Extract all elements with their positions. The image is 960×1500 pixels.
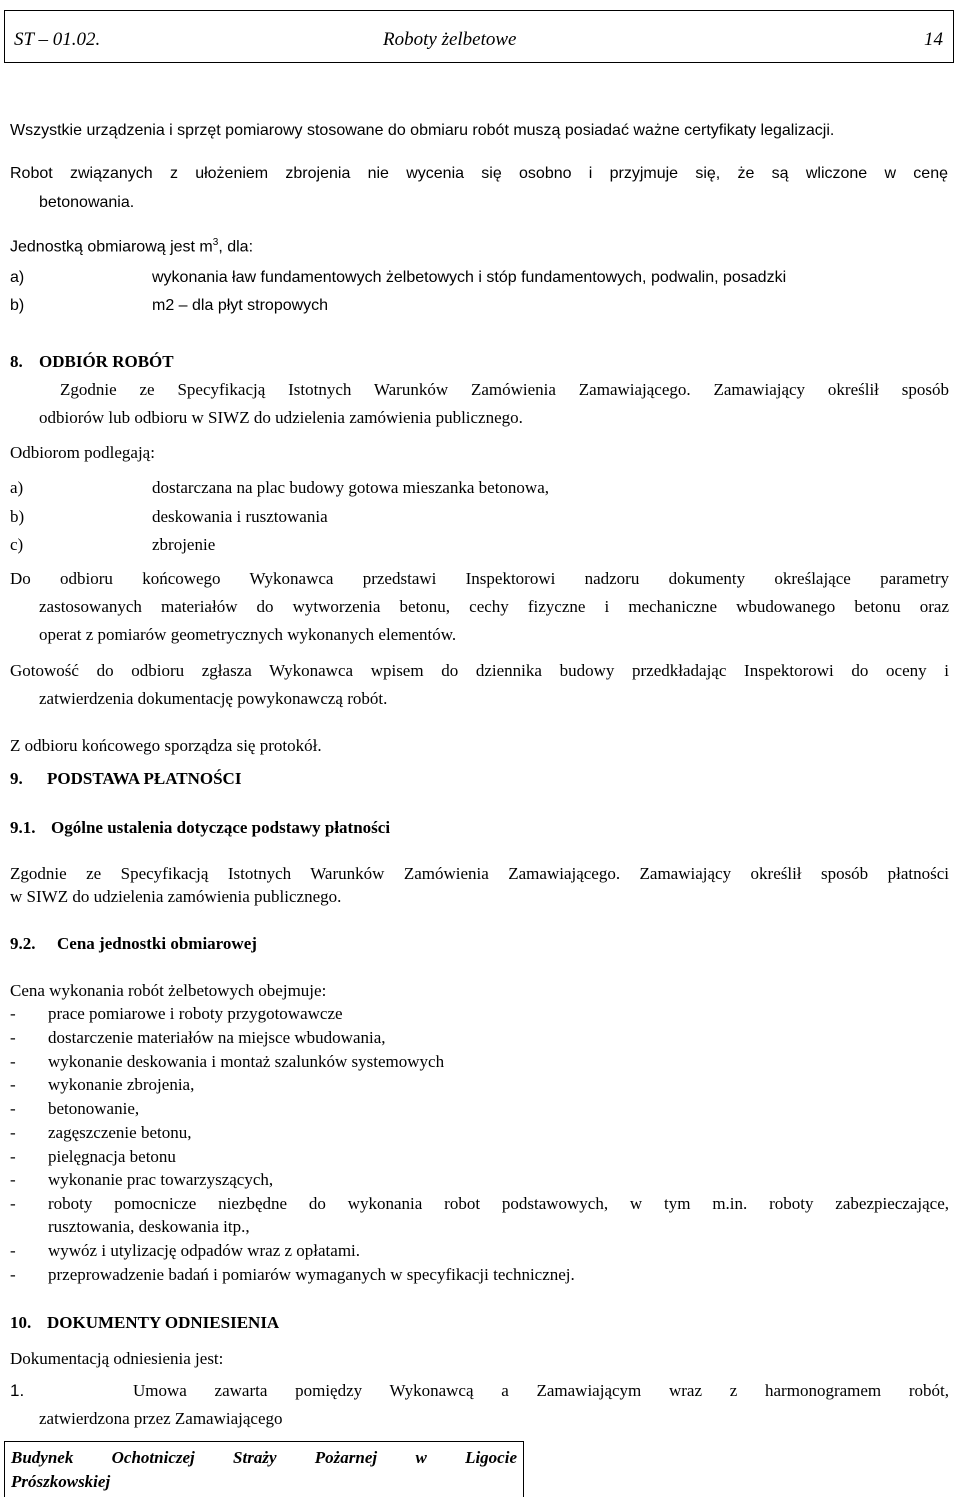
spec-code: ST – 01.02.	[14, 29, 101, 50]
unit-line	[10, 233, 253, 257]
price-item-long-line1: roboty pomocnicze niezbędne do wykonania robot podstawowych, w tym m.in. roboty zabezpieczające,	[48, 1194, 949, 1213]
price-dash: -	[10, 1123, 16, 1142]
page-number: 14	[924, 29, 943, 50]
subject-item-text: deskowania i rusztowania	[152, 507, 328, 526]
final-line2: zastosowanych materiałów do wytworzenia betonu, cechy fizyczne i mechaniczne wbudowanego betonu oraz	[39, 597, 949, 616]
page-footer	[4, 1441, 524, 1497]
subject-intro: Odbiorom podlegają:	[10, 443, 155, 462]
measurement-item-marker: b)	[10, 297, 25, 314]
section-9-2-title: Cena jednostki obmiarowej	[57, 934, 257, 953]
price-dash: -	[10, 1194, 16, 1213]
ready-line1: Gotowość do odbioru zgłasza Wykonawca wpisem do dziennika budowy przedkładając Inspektorowi do oceny i	[10, 661, 949, 680]
price-item: betonowanie,	[48, 1099, 140, 1118]
measurement-p1: Wszystkie urządzenia i sprzęt pomiarowy stosowane do obmiaru robót muszą posiadać ważne certyfikaty legalizacji.	[10, 122, 835, 139]
subject-item-marker: b)	[10, 507, 25, 526]
subject-item-text: zbrojenie	[152, 535, 216, 554]
subject-item-marker: a)	[10, 478, 24, 497]
measurement-item-text: m2 – dla płyt stropowych	[152, 297, 329, 314]
section-10-item-line1: Umowa zawarta pomiędzy Wykonawcą a Zamawiającym wraz z harmonogramem robót,	[133, 1381, 949, 1400]
price-dash: -	[10, 1028, 16, 1047]
section-8-title: ODBIÓR ROBÓT	[39, 352, 174, 371]
price-item: wywóz i utylizację odpadów wraz z opłatami.	[48, 1241, 361, 1260]
price-item: pielęgnacja betonu	[48, 1147, 176, 1166]
unit-suffix: , dla:	[218, 238, 254, 256]
price-item: dostarczenie materiałów na miejsce wbudowania,	[48, 1028, 386, 1047]
measurement-item-text: wykonania ław fundamentowych żelbetowych i stóp fundamentowych, podwalin, posadzki	[152, 269, 787, 286]
section-9-title: PODSTAWA PŁATNOŚCI	[47, 769, 242, 788]
price-dash: -	[10, 1265, 16, 1284]
price-item-long-line2: rusztowania, deskowania itp.,	[48, 1217, 250, 1236]
section-9-2-number: 9.2.	[10, 934, 36, 953]
measurement-item-marker: a)	[10, 269, 25, 286]
subject-item-marker: c)	[10, 535, 24, 554]
price-item: zagęszczenie betonu,	[48, 1123, 192, 1142]
section-9-1-line2: w SIWZ do udzielenia zamówienia publicznego.	[10, 887, 342, 906]
unit-text: Jednostką obmiarową jest m	[10, 238, 213, 256]
footer-line2: Prószkowskiej	[11, 1472, 111, 1491]
protocol-line: Z odbioru końcowego sporządza się protokół.	[10, 736, 322, 755]
section-10-intro: Dokumentacją odniesienia jest:	[10, 1349, 224, 1368]
final-line1: Do odbioru końcowego Wykonawca przedstawi Inspektorowi nadzoru dokumenty określające parametry	[10, 569, 949, 588]
price-dash: -	[10, 1075, 16, 1094]
price-dash: -	[10, 1099, 16, 1118]
section-10-title: DOKUMENTY ODNIESIENIA	[47, 1313, 280, 1332]
measurement-p2-line2: betonowania.	[39, 194, 135, 211]
section-10-item-line2: zatwierdzona przez Zamawiającego	[39, 1409, 283, 1428]
section-10-number: 10.	[10, 1313, 32, 1332]
price-intro: Cena wykonania robót żelbetowych obejmuje:	[10, 981, 327, 1000]
section-10-item-marker: 1.	[10, 1381, 25, 1400]
section-9-1-number: 9.1.	[10, 818, 36, 837]
footer-text	[11, 1446, 517, 1494]
unit-sup: 3	[212, 237, 219, 248]
ready-line2: zatwierdzenia dokumentację powykonawczą robót.	[39, 689, 388, 708]
price-item: wykonanie prac towarzyszących,	[48, 1170, 274, 1189]
final-line3: operat z pomiarów geometrycznych wykonanych elementów.	[39, 625, 457, 644]
section-8-line1: Zgodnie ze Specyfikacją Istotnych Warunków Zamówienia Zamawiającego. Zamawiający określił sposób	[60, 380, 949, 399]
price-dash: -	[10, 1170, 16, 1189]
section-8-line2: odbiorów lub odbioru w SIWZ do udzielenia zamówienia publicznego.	[39, 408, 523, 427]
section-9-1-line1: Zgodnie ze Specyfikacją Istotnych Warunków Zamówienia Zamawiającego. Zamawiający określił sposób płatności	[10, 864, 949, 883]
footer-line1: Budynek Ochotniczej Straży Pożarnej w Ligocie	[11, 1448, 517, 1467]
price-item: przeprowadzenie badań i pomiarów wymaganych w specyfikacji technicznej.	[48, 1265, 575, 1284]
price-item: prace pomiarowe i roboty przygotowawcze	[48, 1004, 343, 1023]
price-dash: -	[10, 1004, 16, 1023]
spec-title: Roboty żelbetowe	[383, 29, 517, 50]
page-header	[4, 10, 954, 63]
section-9-1-title: Ogólne ustalenia dotyczące podstawy płatności	[51, 818, 391, 837]
price-dash: -	[10, 1052, 16, 1071]
section-8-number: 8.	[10, 352, 23, 371]
measurement-p2-line1: Robot związanych z ułożeniem zbrojenia nie wycenia się osobno i przyjmuje się, że są wliczone w cenę	[10, 165, 948, 182]
price-dash: -	[10, 1147, 16, 1166]
section-9-number: 9.	[10, 769, 23, 788]
price-item: wykonanie zbrojenia,	[48, 1075, 195, 1094]
subject-item-text: dostarczana na plac budowy gotowa mieszanka betonowa,	[152, 478, 549, 497]
price-item: wykonanie deskowania i montaż szalunków systemowych	[48, 1052, 445, 1071]
price-dash: -	[10, 1241, 16, 1260]
